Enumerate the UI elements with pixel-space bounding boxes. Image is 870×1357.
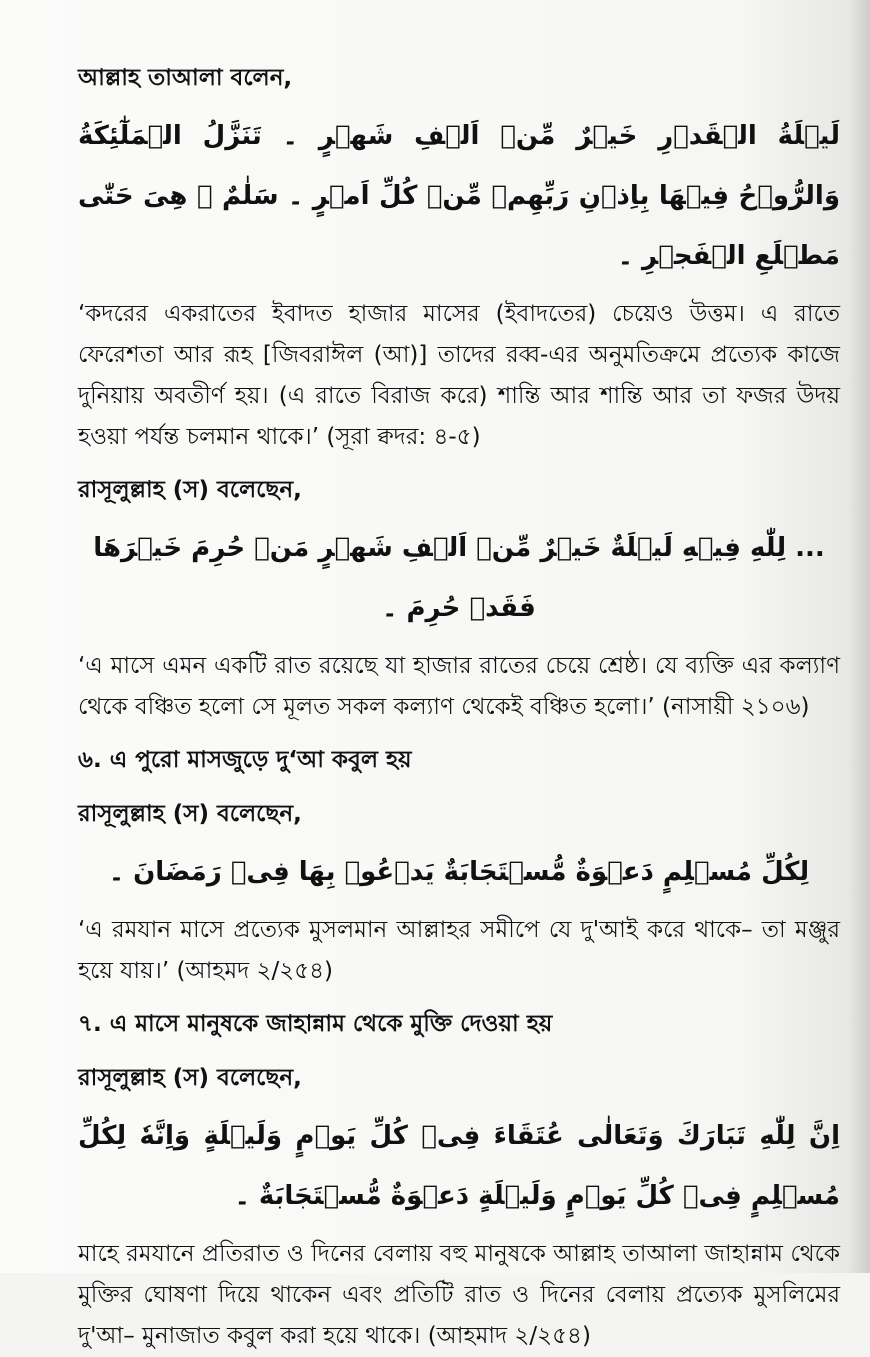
page-edge-shadow (848, 0, 870, 1273)
intro-prophet-said-3: রাসূলুল্লাহ (স) বলেছেন, (78, 1065, 302, 1091)
translation-hadith-3: মাহে রমযানে প্রতিরাত ও দিনের বেলায় বহু মানুষকে আল্লাহ তাআলা জাহান্নাম থেকে মুক্তির ঘোষণা দিয়ে থাকেন এবং প্রতিটি রাত ও দিনের বেলায় প্রত্যেক মুসলিমের দু'আ– মুনাজাত কবুল করা হয়ে থাকে। (আহমাদ ২/২৫৪) (78, 1241, 840, 1349)
arabic-hadith-2: لِكُلِّ مُسۡلِمٍ دَعۡوَةٌ مُّسۡتَجَابَةٌ يَدۡعُوۡ بِهَا فِیۡ رَمَضَانَ ۔ (108, 857, 810, 887)
arabic-hadith-3: اِنَّ لِلّٰهِ تَبَارَكَ وَتَعَالٰى عُتَقَاءَ فِیۡ كُلِّ يَوۡمٍ وَلَيۡلَةٍ وَاِنَّهٗ لِكُلِّ مُسۡلِمٍ فِیۡ كُلِّ يَوۡمٍ وَلَيۡلَةٍ دَعۡوَةٌ مُّسۡتَجَابَةٌ ۔ (78, 1121, 840, 1211)
intro-quran-says: আল্লাহ তাআলা বলেন, (78, 65, 293, 91)
arabic-verse-qadr: لَيۡلَةُ الۡقَدۡرِ خَيۡرٌ مِّنۡ اَلۡفِ شَهۡرٍ ۔ تَنَزَّلُ الۡمَلٰٓئِكَةُ وَالرُّوۡحُ فِيۡهَا بِاِذۡنِ رَبِّهِمۡ مِّنۡ كُلِّ اَمۡرٍ ۔ سَلٰمٌ ۛ هِیَ حَتّٰى مَطۡلَعِ الۡفَجۡرِ ۔ (78, 121, 840, 271)
section-heading-6: ৬. এ পুরো মাসজুড়ে দু‘আ কবুল হয় (78, 747, 412, 773)
translation-hadith-2: ‘এ রমযান মাসে প্রত্যেক মুসলমান আল্লাহর সমীপে যে দু'আই করে থাকে– তা মঞ্জুর হয়ে যায়।’ (আহমদ ২/২৫৪) (78, 917, 840, 984)
intro-prophet-said-2: রাসূলুল্লাহ (স) বলেছেন, (78, 801, 302, 827)
translation-hadith-1: ‘এ মাসে এমন একটি রাত রয়েছে যা হাজার রাতের চেয়ে শ্রেষ্ঠ। যে ব্যক্তি এর কল্যাণ থেকে বঞ্চিত হলো সে মূলত সকল কল্যাণ থেকেই বঞ্চিত হলো।’ (নাসায়ী ২১০৬) (78, 653, 840, 720)
section-heading-7: ৭. এ মাসে মানুষকে জাহান্নাম থেকে মুক্তি দেওয়া হয় (78, 1011, 553, 1037)
arabic-hadith-1: ... لِلّٰهِ فِيۡهِ لَيۡلَةٌ خَيۡرٌ مِّنۡ اَلۡفِ شَهۡرٍ مَنۡ حُرِمَ خَيۡرَهَا فَقَدۡ حُرِمَ ۔ (93, 533, 825, 623)
translation-qadr: ‘কদরের একরাতের ইবাদত হাজার মাসের (ইবাদতের) চেয়েও উত্তম। এ রাতে ফেরেশতা আর রূহ [জিবরাঈল (আ)] তাদের রব্ব-এর অনুমতিক্রমে প্রত্যেক কাজে দুনিয়ায় অবতীর্ণ হয়। (এ রাতে বিরাজ করে) শান্তি আর শান্তি আর তা ফজর উদয় হওয়া পর্যন্ত চলমান থাকে।’ (সূরা ক্বদর: ৪-৫) (78, 301, 840, 450)
intro-prophet-said-1: রাসূলুল্লাহ (স) বলেছেন, (78, 477, 302, 503)
